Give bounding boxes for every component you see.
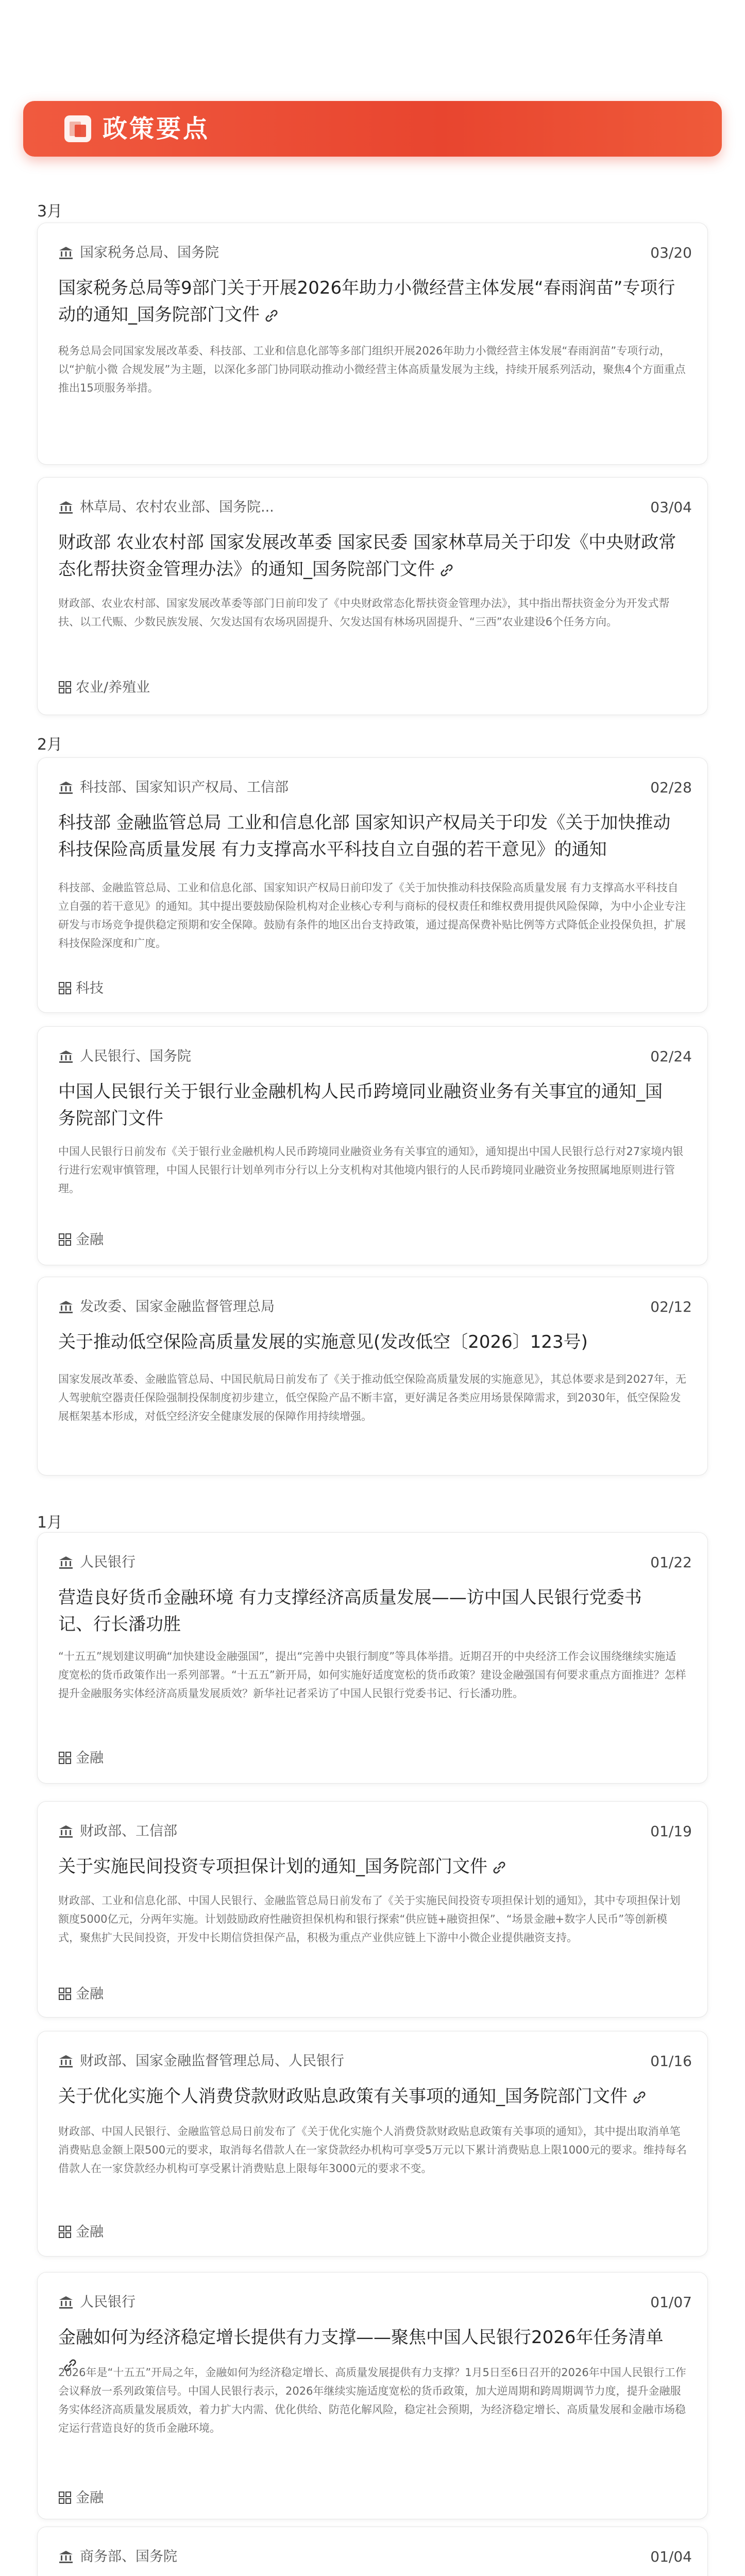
policy-card[interactable] [37, 477, 708, 715]
policy-document-icon [64, 115, 91, 142]
policy-title: 国家税务总局等9部门关于开展2026年助力小微经营主体发展“春雨润苗”专项行动的通知_国务院部门文件 [58, 278, 675, 325]
month-label: 2月 [37, 736, 63, 754]
policy-summary: 2026年是“十五五”开局之年，金融如何为经济稳定增长、高质量发展提供有力支撑？1月5日至6日召开的2026年中国人民银行工作会议释放一系列政策信号。中国人民银行表示，2026年继续实施适度宽松的货币政策，加大逆周期和跨周期调节力度，提升金融服务实体经济高质量发展质效，着力扩大内需、优化供给、防范化解风险，稳定社会预期，为经济稳定增长、高质量发展和金融市场稳定运行营造良好的货币金融环境。 [58, 2366, 686, 2434]
department: 国家税务总局、国务院 [80, 245, 219, 261]
policy-title: 营造良好货币金融环境 有力支撑经济高质量发展——访中国人民银行党委书记、行长潘功胜 [58, 1587, 642, 1635]
policy-summary: 科技部、金融监管总局、工业和信息化部、国家知识产权局日前印发了《关于加快推动科技保险高质量发展 有力支撑高水平科技自立自强的若干意见》的通知。其中提出要鼓励保险机构对企业核心专利与商标的侵权责任和维权费用提供风险保障，为中小企业专注研发与市场竞争提供稳定预期和安全保障。鼓励有条件的地区出台支持政策，通过提高保费补贴比例等方式降低企业投保负担，扩展科技保险深度和广度。 [58, 882, 686, 950]
publish-date: 01/22 [650, 1554, 692, 1571]
policy-card[interactable] [37, 1277, 708, 1476]
publish-date: 03/20 [650, 244, 692, 261]
policy-summary: 财政部、中国人民银行、金融监管总局日前发布了《关于优化实施个人消费贷款财政贴息政策有关事项的通知》，其中提出取消单笔消费贴息金额上限500元的要求，取消每名借款人在一家贷款经办机构可享受5万元以下累计消费贴息上限1000元的要求。维持每名借款人在一家贷款经办机构可享受累计消费贴息上限每年3000元的要求不变。 [58, 2125, 687, 2175]
publish-date: 01/19 [650, 1823, 692, 1840]
policy-title: 金融如何为经济稳定增长提供有力支撑——聚焦中国人民银行2026年任务清单 [58, 2327, 664, 2348]
policy-title-link[interactable] [58, 275, 676, 328]
publish-date: 01/16 [650, 2053, 692, 2070]
policy-title: 科技部 金融监管总局 工业和信息化部 国家知识产权局关于印发《关于加快推动科技保险高质量发展 有力支撑高水平科技自立自强的若干意见》的通知 [58, 812, 671, 860]
policy-title-link[interactable] [58, 2083, 676, 2110]
publish-date: 01/07 [650, 2294, 692, 2311]
policy-title-link[interactable] [58, 1584, 676, 1638]
government-building-icon [58, 2054, 74, 2069]
policy-title: 财政部 农业农村部 国家发展改革委 国家民委 国家林草局关于印发《中央财政常态化帮扶资金管理办法》的通知_国务院部门文件 [58, 532, 676, 580]
policy-card[interactable] [37, 757, 708, 1013]
policy-summary: 财政部、农业农村部、国家发展改革委等部门日前印发了《中央财政常态化帮扶资金管理办法》，其中指出帮扶资金分为开发式帮扶、以工代赈、少数民族发展、欠发达国有农场巩固提升、欠发达国有林场巩固提升、“三西”农业建设6个任务方向。 [58, 597, 670, 628]
policy-title-link[interactable] [58, 529, 676, 583]
link-icon [439, 563, 454, 578]
policy-title-link[interactable] [58, 1329, 676, 1355]
department: 商务部、国务院 [80, 2549, 177, 2565]
section-title: 政策要点 [103, 114, 210, 143]
department: 人民银行、国务院 [80, 1048, 191, 1064]
category-icon [58, 1987, 72, 2001]
industry-tag: 金融 [76, 2490, 104, 2506]
category-icon [58, 2491, 72, 2504]
department: 人民银行 [80, 1554, 136, 1570]
industry-tag: 金融 [76, 1750, 104, 1766]
industry-tag: 金融 [76, 1232, 104, 1248]
policy-card[interactable] [37, 223, 708, 465]
department: 人民银行 [80, 2294, 136, 2310]
publish-date: 03/04 [650, 499, 692, 516]
policy-card[interactable] [37, 2272, 708, 2519]
department: 财政部、国家金融监督管理总局、人民银行 [80, 2053, 344, 2069]
government-building-icon [58, 1824, 74, 1839]
policy-title-link[interactable] [58, 1853, 676, 1880]
policy-summary: 财政部、工业和信息化部、中国人民银行、金融监管总局日前发布了《关于实施民间投资专项担保计划的通知》，其中专项担保计划额度5000亿元，分两年实施。计划鼓励政府性融资担保机构和银行探索“供应链+融资担保”、“场景金融+数字人民币”等创新模式，聚焦扩大民间投资，开发中长期信贷担保产品，积极为重点产业供应链上下游中小微企业提供融资支持。 [58, 1894, 681, 1944]
government-building-icon [58, 2550, 74, 2564]
policy-card[interactable] [37, 2031, 708, 2257]
government-building-icon [58, 1555, 74, 1570]
link-icon [492, 1860, 507, 1875]
government-building-icon [58, 1300, 74, 1314]
industry-tag: 金融 [76, 1986, 104, 2002]
department: 科技部、国家知识产权局、工信部 [80, 779, 289, 795]
category-icon [58, 2225, 72, 2239]
category-icon [58, 1751, 72, 1765]
policy-title-link[interactable] [58, 809, 676, 863]
policy-card[interactable] [37, 2527, 708, 2576]
category-icon [58, 681, 72, 694]
department: 财政部、工信部 [80, 1823, 177, 1839]
government-building-icon [58, 2295, 74, 2310]
industry-tag: 科技 [76, 980, 104, 996]
industry-tag: 金融 [76, 2224, 104, 2240]
month-label: 1月 [37, 1514, 63, 1532]
section-header [23, 101, 722, 157]
government-building-icon [58, 500, 74, 515]
category-icon [58, 981, 72, 995]
publish-date: 02/12 [650, 1298, 692, 1315]
policy-title-link[interactable] [58, 1078, 676, 1132]
government-building-icon [58, 246, 74, 260]
policy-card[interactable] [37, 1801, 708, 2018]
publish-date: 02/28 [650, 779, 692, 796]
link-icon [632, 2090, 647, 2105]
policy-summary: “十五五”规划建议明确“加快建设金融强国”，提出“完善中央银行制度”等具体举措。近期召开的中央经济工作会议围绕继续实施适度宽松的货币政策作出一系列部署。“十五五”新开局，如何实施好适度宽松的货币政策？建设金融强国有何要求重点方面推进？怎样提升金融服务实体经济高质量发展质效？新华社记者采访了中国人民银行党委书记、行长潘功胜。 [58, 1650, 686, 1700]
policy-title: 关于实施民间投资专项担保计划的通知_国务院部门文件 [58, 1856, 487, 1877]
policy-card[interactable] [37, 1026, 708, 1265]
policy-summary: 国家发展改革委、金融监管总局、中国民航局日前发布了《关于推动低空保险高质量发展的实施意见》，其总体要求是到2027年，无人驾驶航空器责任保险强制投保制度初步建立，低空保险产品不断丰富，更好满足各类应用场景保障需求，到2030年，低空保险发展框架基本形成，对低空经济安全健康发展的保障作用持续增强。 [58, 1373, 686, 1422]
government-building-icon [58, 781, 74, 795]
policy-card[interactable] [37, 1532, 708, 1784]
policy-title: 中国人民银行关于银行业金融机构人民币跨境同业融资业务有关事宜的通知_国务院部门文件 [58, 1081, 663, 1129]
department: 林草局、农村农业部、国务院... [80, 499, 274, 515]
month-label: 3月 [37, 202, 63, 221]
policy-title: 关于推动低空保险高质量发展的实施意见(发改低空〔2026〕123号) [58, 1332, 588, 1352]
industry-tag: 农业/养殖业 [76, 680, 150, 696]
government-building-icon [58, 1049, 74, 1064]
category-icon [58, 1233, 72, 1246]
policy-title: 关于优化实施个人消费贷款财政贴息政策有关事项的通知_国务院部门文件 [58, 2086, 628, 2107]
link-icon [264, 308, 279, 324]
department: 发改委、国家金融监督管理总局 [80, 1299, 275, 1315]
publish-date: 02/24 [650, 1048, 692, 1065]
policy-summary: 税务总局会同国家发展改革委、科技部、工业和信息化部等多部门组织开展2026年助力小微经营主体发展“春雨润苗”专项行动，以“护航小微 合规发展”为主题，以深化多部门协同联动推动小微经营主体高质量发展为主线，持续开展系列活动，聚焦4个方面重点推出15项服务举措。 [58, 345, 686, 394]
policy-summary: 中国人民银行日前发布《关于银行业金融机构人民币跨境同业融资业务有关事宜的通知》，通知提出中国人民银行总行对27家境内银行进行宏观审慎管理，中国人民银行计划单列市分行以上分支机构对其他境内银行的人民币跨境同业融资业务按照属地原则进行管理。 [58, 1145, 684, 1195]
publish-date: 01/04 [650, 2548, 692, 2565]
